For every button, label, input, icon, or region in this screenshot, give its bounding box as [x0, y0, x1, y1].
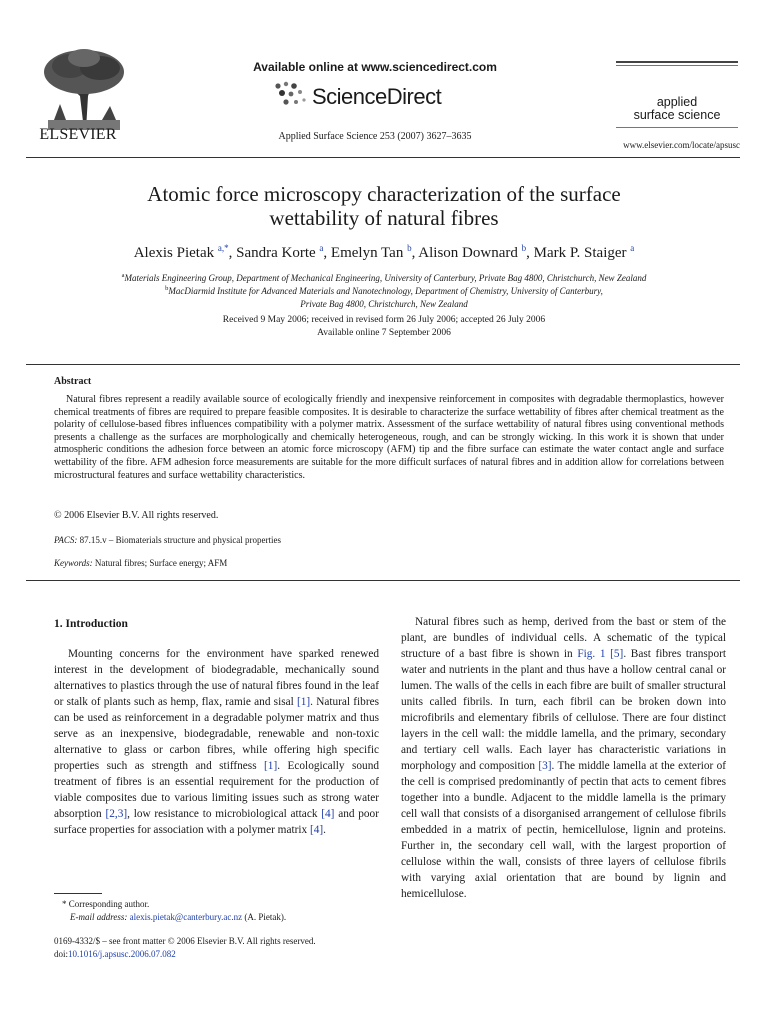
author: Emelyn Tan $^b$, — [330, 243, 419, 261]
author-affiliation-mark[interactable]: b — [521, 243, 527, 253]
reference-link[interactable]: [4] — [309, 824, 324, 836]
doi-link[interactable]: 10.1016/j.apsusc.2006.07.082 — [68, 949, 176, 959]
reference-link[interactable]: Fig. 1 — [577, 648, 606, 660]
pacs-line: PACS: 87.15.v – Biomaterials structure and physical properties — [54, 535, 282, 545]
journal-url[interactable]: www.elsevier.com/locate/apsusc — [623, 140, 740, 150]
author-affiliation-mark[interactable]: a,* — [217, 243, 229, 253]
reference-link[interactable]: [5] — [610, 648, 624, 660]
author: Alexis Pietak $^{a,*}$, — [133, 243, 237, 261]
journal-logo — [616, 96, 738, 122]
affiliation-b: $^b$MacDiarmid Institute for Advanced Materials and Nanotechnology, Department of Chemistry, University of Canterbury, Private Bag 4800, Christchurch, New Zealand — [165, 285, 603, 309]
author: Mark P. Staiger $^a$ — [533, 243, 635, 261]
sciencedirect-dots-icon — [272, 80, 312, 108]
author-affiliation-mark[interactable]: b — [407, 243, 412, 253]
intro-paragraph-1 — [54, 646, 379, 838]
available-date: Available online 7 September 2006 — [317, 327, 451, 338]
paragraph-text: . The middle lamella at the exterior of the cell is comprised predominantly of pectin that acts to cement fibres together into a bundle. Adjacent to the middle lamella is the primary cell wall that consists of a disorganised arrangement of cellulose fibrils embedded in a matrix of pectin, hemicellulose, lignin and proteins. Further in, the secondary cell wall, with the largest proportion of cellulose within the wall, consists of three layers of cellulose fibrils with varying axial orientation that are bound by lignin and hemicellulose. — [401, 760, 726, 900]
elsevier-tree-logo — [40, 46, 128, 132]
section-heading-introduction: 1. Introduction — [54, 618, 128, 630]
journal-citation: Applied Surface Science 253 (2007) 3627–3635 — [278, 131, 472, 142]
footnote-divider — [54, 893, 102, 894]
paragraph-text: Mounting concerns for the environment have sparked renewed interest in the development of biodegradable, mechanically sound alternatives to plastics through the use of natural fibres found in the leaf or stalk of plants such as hemp, flax, ramie and sisal — [54, 648, 380, 708]
email-link[interactable]: alexis.pietak@canterbury.ac.nz — [129, 912, 243, 922]
journal-logo-line: surface science — [633, 108, 721, 122]
received-dates: Received 9 May 2006; received in revised form 26 July 2006; accepted 26 July 2006 — [222, 315, 546, 325]
journal-logo-line: applied — [656, 95, 698, 109]
title-line: Atomic force microscopy characterization of the surface — [147, 182, 621, 206]
author: Sandra Korte $^a$, — [236, 243, 331, 261]
corresponding-author-note: * Corresponding author. — [62, 899, 150, 909]
email-note: E-mail address: alexis.pietak@canterbury.ac.nz (A. Pietak). — [70, 912, 287, 922]
reference-link[interactable]: [4] — [321, 808, 335, 820]
article-dates — [60, 314, 708, 339]
paragraph-text: . Ecologically sound treatment of fibres is an essential requirement for the production of viable composites due to various limiting issues such as strong water absorption — [54, 760, 380, 820]
sciencedirect-wordmark: ScienceDirect — [312, 84, 442, 109]
paragraph-text: . — [323, 824, 326, 836]
reference-link[interactable]: [3] — [538, 760, 552, 772]
journal-logo-rule — [616, 65, 738, 66]
doi-line: doi:10.1016/j.apsusc.2006.07.082 — [54, 949, 176, 959]
abstract-bottom-divider — [26, 580, 740, 581]
paragraph-text: and poor surface properties for association with a polymer matrix — [54, 808, 379, 836]
abstract-text: Natural fibres represent a readily available source of ecologically friendly and inexpensive reinforcement in composites with degradable thermoplastics, however chemical treatments of fibres are required to prepare feasible composites. It is desirable to characterize the surface wettability of fibres after chemical treatment as the polarity of cellulose-based fibres influences compatibility with a polymer matrix. Assessment of the surface wettability of natural fibres using conventional methods presents a challenge as the surfaces are morphologically and chemically heterogeneous, rough, and can be strongly wicking. In this work it is shown that under atmospheric conditions the adhesion force between an atomic force microscopy (AFM) tip and the fibre surface can estimate the water contact angle and surface wettability of the fibre. AFM adhesion force measurements are suitable for the more difficult surfaces of natural fibres and in addition allow for correlations between microstructural features and surface wettability characteristics. — [54, 394, 724, 481]
author-affiliation-mark[interactable]: a — [630, 243, 635, 253]
paragraph-text: , low resistance to microbiological attack — [127, 808, 322, 820]
publisher-name: ELSEVIER — [39, 126, 117, 143]
abstract-copyright: © 2006 Elsevier B.V. All rights reserved. — [54, 510, 219, 521]
paragraph-text: . Natural fibres can be used as reinforcement in a degradable polymer matrix and thus serve as an inexpensive, biodegradable, renewable and non-toxic alternative to glass or carbon fibres, while offering high specific properties such as strength and stiffness — [54, 696, 379, 772]
paragraph-text: Natural fibres such as hemp, derived from the bast or stem of the plant, are bundles of individual cells. A schematic of the typical structure of a bast fibre is shown in — [401, 616, 726, 660]
affiliation-a: $^a$Materials Engineering Group, Department of Mechanical Engineering, University of Canterbury, Private Bag 4800, Christchurch, New Zealand — [121, 272, 647, 283]
journal-logo-rule — [616, 61, 738, 63]
available-online-text: Available online at www.sciencedirect.com — [253, 60, 497, 74]
author-list — [40, 243, 728, 262]
reference-link[interactable]: [2,3] — [105, 808, 128, 820]
title-line: wettability of natural fibres — [269, 206, 499, 230]
author-affiliation-mark[interactable]: a — [319, 243, 324, 253]
reference-link[interactable]: [1] — [296, 696, 311, 708]
header-divider — [26, 157, 740, 158]
reference-link[interactable]: [1] — [264, 760, 278, 772]
intro-paragraph-2 — [401, 614, 726, 902]
article-title — [60, 182, 708, 230]
paragraph-text: . Bast fibres transport water and nutrients in the plant and thus have a hollow central canal or lumen. The walls of the cells in each fibre are built of smaller structural units called fibrils. In turn, each fibril can be broken down into microfibrils and elementary fibrils of cellulose. There are four distinct layers in the cell wall: the middle lamella, and the primary, secondary and tertiary cell walls. Each layer has characteristic variations in morphology and composition — [401, 648, 726, 772]
keywords-line: Keywords: Natural fibres; Surface energy; AFM — [54, 558, 228, 568]
abstract-heading: Abstract — [54, 376, 92, 387]
journal-logo-rule — [616, 127, 738, 128]
author: Alison Downard $^b$, — [418, 243, 534, 261]
abstract-top-divider — [26, 364, 740, 365]
issn-line: 0169-4332/$ – see front matter © 2006 Elsevier B.V. All rights reserved. — [54, 936, 316, 946]
